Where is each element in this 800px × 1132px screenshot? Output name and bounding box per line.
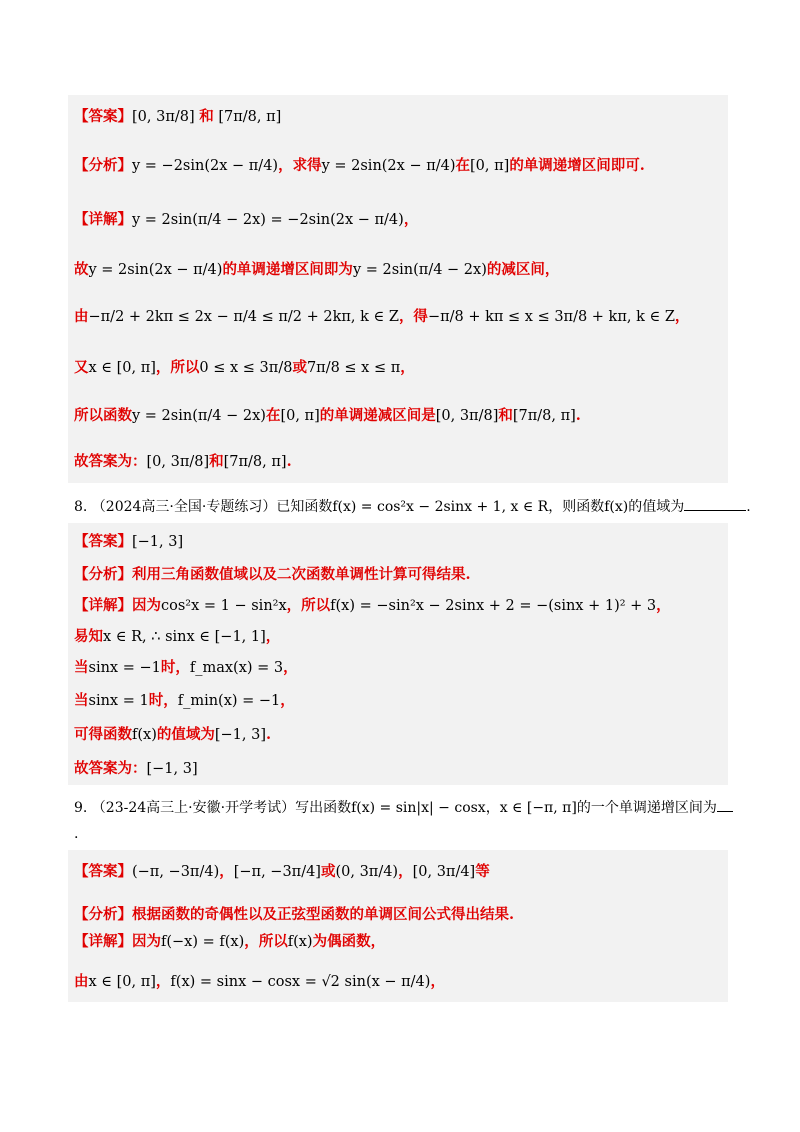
answer-line: 【答案】[0, 3π/8] 和 [7π/8, π] bbox=[74, 108, 282, 125]
answer-line: 【答案】[−1, 3] bbox=[74, 533, 184, 550]
detail-line-5: 所以函数y = 2sin(π/4 − 2x)在[0, π]的单调递减区间是[0, 3π/8]和[7π/8, π]. bbox=[74, 407, 581, 424]
detail-line-5: 可得函数f(x)的值域为[−1, 3]. bbox=[74, 726, 272, 743]
detail-line-2: 故y = 2sin(2x − π/4)的单调递增区间即为y = 2sin(π/4 − 2x)的减区间， bbox=[74, 261, 560, 278]
solution-block-8 bbox=[68, 523, 728, 785]
detail-line-1: 【详解】因为f(−x) = f(x)，所以f(x)为偶函数， bbox=[74, 933, 386, 950]
detail-line-3: 当sinx = −1时，f_max(x) = 3， bbox=[74, 659, 298, 676]
final-answer-line: 故答案为：[−1, 3] bbox=[74, 760, 198, 777]
question-9: 9. （23-24高三上·安徽·开学考试）写出函数f(x) = sin|x| − cosx，x ∈ [−π, π]的一个单调递增区间为 bbox=[74, 797, 740, 818]
detail-line-2: 易知x ∈ R, ∴ sinx ∈ [−1, 1]， bbox=[74, 628, 281, 645]
answer-blank bbox=[717, 797, 733, 812]
analysis-line: 【分析】y = −2sin(2x − π/4)，求得y = 2sin(2x − π/4)在[0, π]的单调递增区间即可. bbox=[74, 157, 645, 174]
detail-line-4: 又x ∈ [0, π]，所以0 ≤ x ≤ 3π/8或7π/8 ≤ x ≤ π， bbox=[74, 359, 415, 376]
question-8: 8. （2024高三·全国·专题练习）已知函数f(x) = cos²x − 2sinx + 1, x ∈ R，则函数f(x)的值域为 . bbox=[74, 496, 740, 517]
detail-line-2: 由x ∈ [0, π]，f(x) = sinx − cosx = √2 sin(x − π/4)， bbox=[74, 973, 445, 990]
detail-line-1: 【详解】因为cos²x = 1 − sin²x，所以f(x) = −sin²x − 2sinx + 2 = −(sinx + 1)² + 3， bbox=[74, 597, 671, 614]
analysis-line: 【分析】利用三角函数值域以及二次函数单调性计算可得结果. bbox=[74, 566, 471, 583]
answer-line: 【答案】(−π, −3π/4)，[−π, −3π/4]或(0, 3π/4)，[0, 3π/4]等 bbox=[74, 863, 490, 880]
question-9-end: . bbox=[74, 826, 79, 842]
detail-line-1: 【详解】y = 2sin(π/4 − 2x) = −2sin(2x − π/4)， bbox=[74, 211, 419, 228]
detail-line-3: 由−π/2 + 2kπ ≤ 2x − π/4 ≤ π/2 + 2kπ, k ∈ Z，得−π/8 + kπ ≤ x ≤ 3π/8 + kπ, k ∈ Z， bbox=[74, 308, 690, 325]
answer-blank bbox=[684, 496, 746, 511]
analysis-line: 【分析】根据函数的奇偶性以及正弦型函数的单调区间公式得出结果. bbox=[74, 906, 515, 923]
detail-line-4: 当sinx = 1时，f_min(x) = −1， bbox=[74, 692, 295, 709]
final-answer-line: 故答案为：[0, 3π/8]和[7π/8, π]. bbox=[74, 453, 292, 470]
